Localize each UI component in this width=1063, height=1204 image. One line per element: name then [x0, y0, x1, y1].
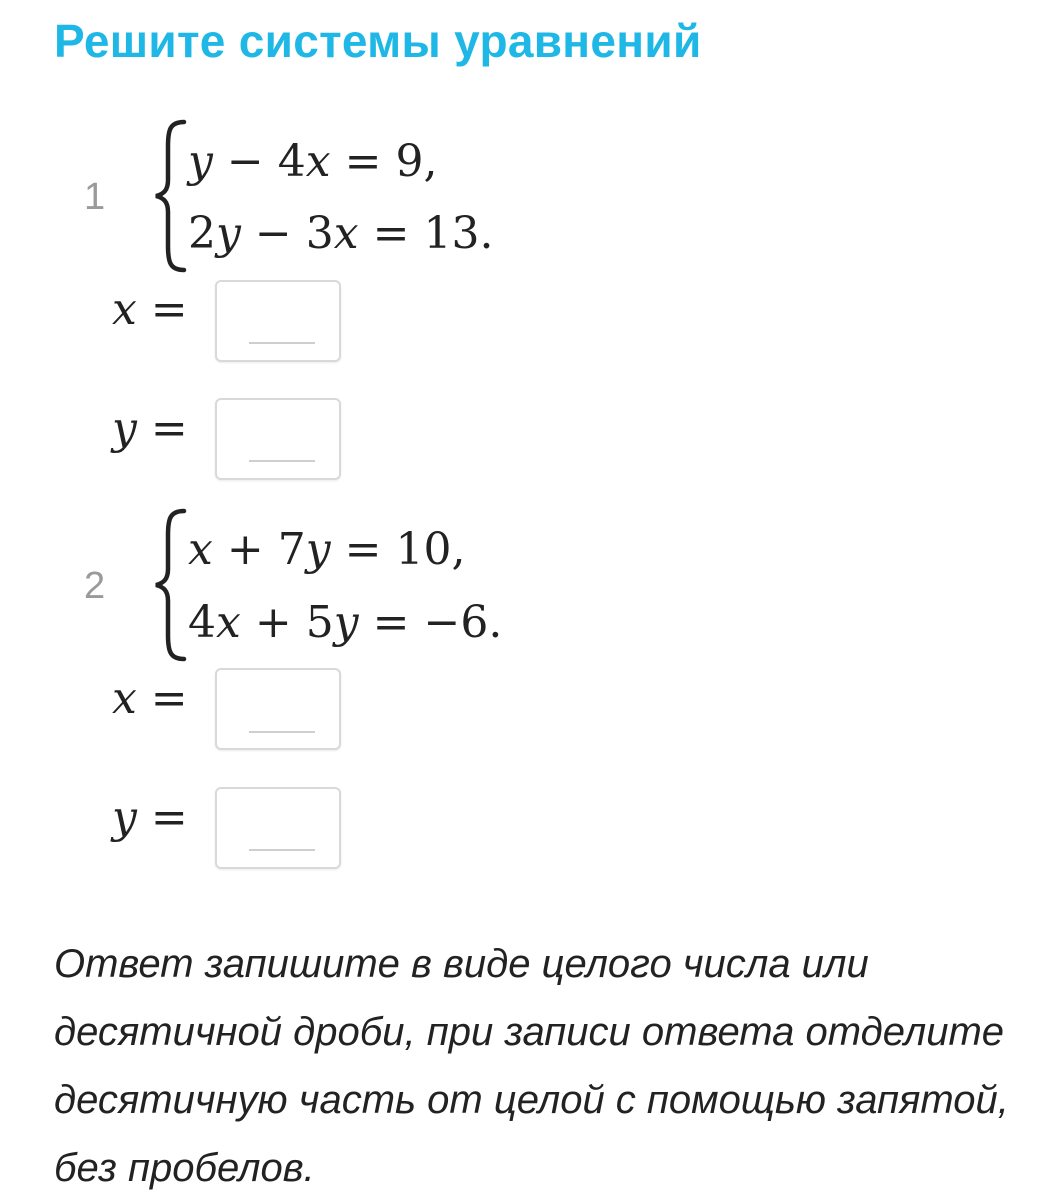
page-title: Решите системы уравнений — [54, 15, 702, 67]
y-label: y = — [112, 792, 188, 843]
equation-1: x + 7y = 10, — [188, 524, 466, 575]
answer-instruction: Ответ запишите в виде целого числа или десятичной дроби, при записи ответа отделите десятичную часть от целой с помощью запятой, без пробелов. — [54, 942, 1009, 1190]
x-label: x = — [112, 284, 188, 335]
equation-1: y − 4x = 9, — [188, 136, 438, 187]
input-underline — [249, 849, 315, 851]
y-answer-input[interactable] — [215, 787, 341, 869]
equation-2: 2y − 3x = 13. — [188, 208, 494, 259]
y-label: y = — [112, 403, 188, 454]
equation-2: 4x + 5y = −6. — [188, 597, 503, 648]
x-label: x = — [112, 673, 188, 724]
input-underline — [249, 460, 315, 462]
system-brace — [150, 507, 190, 663]
input-underline — [249, 731, 315, 733]
y-answer-input[interactable] — [215, 398, 341, 480]
x-answer-input[interactable] — [215, 668, 341, 750]
task-number: 2 — [84, 565, 106, 607]
task-number: 1 — [84, 176, 106, 218]
